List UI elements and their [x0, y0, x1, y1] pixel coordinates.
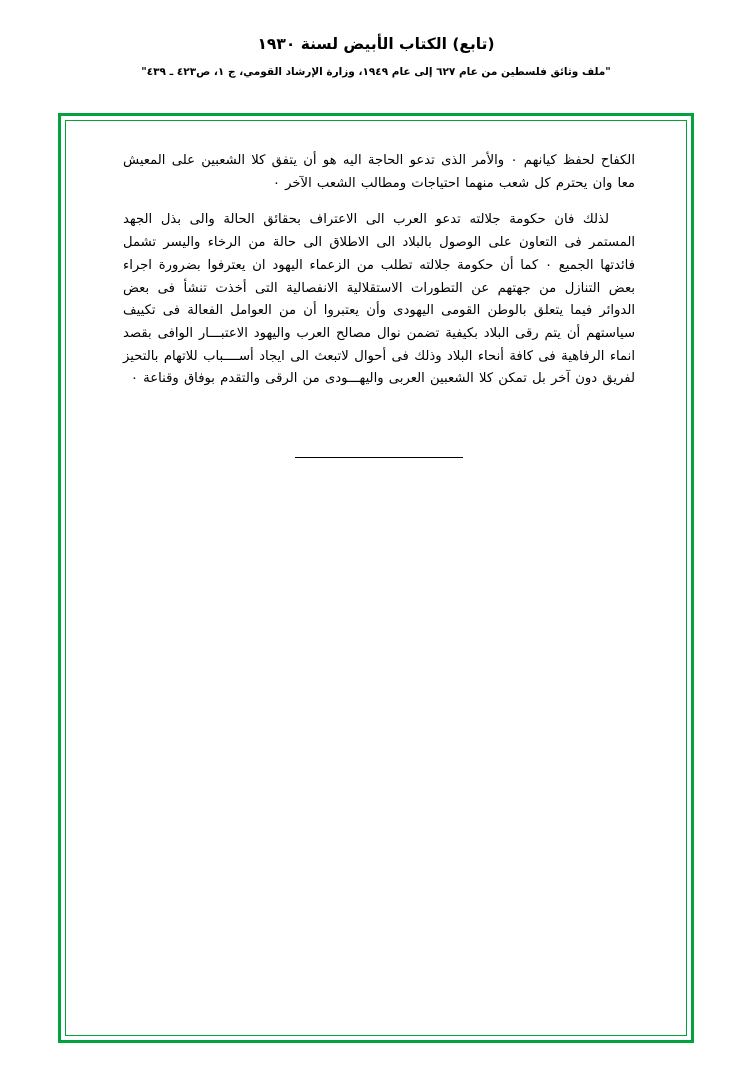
green-border-frame: [58, 113, 694, 1043]
body-paragraph-2: لذلك فان حكومة جلالته تدعو العرب الى الاعتراف بحقائق الحالة والى بذل الجهد المستمر فى التعاون على الوصول بالبلاد الى الاطلاق الى حالة من الرخاء واليسر تشمل فائدتها الجميع ٠ كما أن حكومة جلالته تطلب من الزعماء اليهود ان يعترفوا بضرورة اجراء بعض التنازل من جهتهم عن التطورات الاستقلالية الانفصالية التى أخذت تنشأ فى بعض الدوائر فيما يتعلق بالوطن القومى اليهودى وأن يعتبروا أن من العوامل الفعالة فى تكييف سياستهم أن يتم رقى البلاد بكيفية تضمن نوال مصالح العرب واليهود الاعتبـــار الوافى بقصد انماء الرفاهية فى كافة أنحاء البلاد وذلك فى أحوال لاتبعث الى ايجاد أســــباب للاتهام بالتحيز لفريق دون آخر بل تمكن كلا الشعبين العربى واليهـــودى من الرقى والتقدم بوفاق وقناعة ٠: [123, 212, 635, 387]
page-title: (تابع) الكتاب الأبيض لسنة ١٩٣٠: [257, 35, 495, 53]
horizontal-rule-icon: [295, 457, 463, 458]
document-body: [61, 116, 697, 462]
document-header: [0, 0, 752, 79]
body-paragraph-1: الكفاح لحفظ كيانهم ٠ والأمر الذى تدعو الحاجة اليه هو أن يتفق كلا الشعبين على المعيش معا وان يحترم كل شعب منهما احتياجات ومطالب الشعب الآخر ٠: [123, 153, 635, 191]
section-divider: [123, 443, 635, 462]
source-citation: "ملف وثائق فلسطين من عام ٦٢٧ إلى عام ١٩٤٩، وزارة الإرشاد القومي، ج ١، ص٤٢٣ ـ ٤٣٩": [141, 66, 611, 79]
